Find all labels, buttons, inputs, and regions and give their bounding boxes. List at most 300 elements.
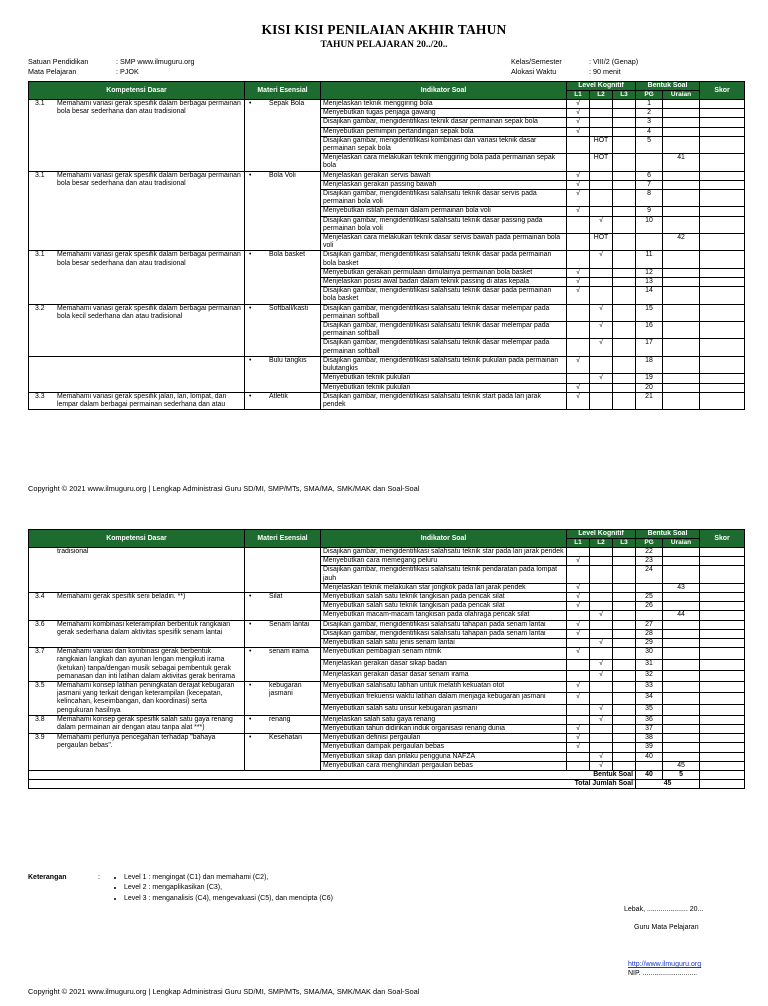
level-l2-cell: √ xyxy=(590,639,613,648)
signature-role: Guru Mata Pelajaran xyxy=(634,924,699,931)
meta-right xyxy=(511,57,638,76)
materi-esensial-cell xyxy=(245,100,321,172)
uraian-cell xyxy=(663,374,700,383)
kd-text: Memahami gerak spesifik seni beladiri. **) xyxy=(57,593,186,601)
indikator-cell: Menyebutkan teknik pukulan xyxy=(321,374,567,383)
level-l1-cell xyxy=(567,251,590,268)
kd-text: Memahami variasi gerak spesifik dalam berbagai permainan bola besar sederhana dan atau tradisional xyxy=(57,100,241,116)
meta-label: Mata Pelajaran xyxy=(28,66,77,76)
level-l2-cell xyxy=(590,100,613,109)
uraian-cell xyxy=(663,207,700,216)
level-l2-cell xyxy=(590,127,613,136)
skor-cell xyxy=(700,611,745,620)
bullet-icon: • xyxy=(249,682,252,690)
skor-cell xyxy=(700,629,745,638)
uraian-cell xyxy=(663,180,700,189)
indikator-cell: Disajikan gambar, mengidentifikasi salahsatu teknik dasar pada permainan bola basket xyxy=(321,287,567,304)
bullet-icon: • xyxy=(249,734,252,742)
level-l2-cell xyxy=(590,583,613,592)
skor-cell xyxy=(700,693,745,704)
level-l1-cell: √ xyxy=(567,725,590,734)
pg-cell: 26 xyxy=(636,602,663,611)
materi-esensial-cell xyxy=(245,548,321,593)
skor-cell xyxy=(700,322,745,339)
level-l2-cell xyxy=(590,109,613,118)
kd-text: tradisional xyxy=(57,548,89,555)
pg-cell: 5 xyxy=(636,136,663,153)
indikator-cell: Menyebutkan salahsatu latihan untuk melatih kekuatan otot xyxy=(321,682,567,693)
materi-text: Bola basket xyxy=(269,251,306,259)
level-l3-cell xyxy=(613,725,636,734)
indikator-cell: Menyebutkan teknik pukulan xyxy=(321,383,567,392)
indikator-cell: Menjelaskan gerakan passing bawah xyxy=(321,180,567,189)
pg-cell: 40 xyxy=(636,752,663,761)
skor-cell xyxy=(700,734,745,743)
indikator-cell: Menjelaskan gerakan dasar dasar senam irama xyxy=(321,670,567,681)
level-l1-cell xyxy=(567,136,590,153)
kd-number: 3.9 xyxy=(35,734,45,742)
uraian-cell xyxy=(663,670,700,681)
pg-cell: 15 xyxy=(636,304,663,321)
header-l3: L3 xyxy=(613,539,636,548)
uraian-cell: 44 xyxy=(663,611,700,620)
level-l2-cell: √ xyxy=(590,752,613,761)
level-l2-cell xyxy=(590,207,613,216)
level-l2-cell xyxy=(590,268,613,277)
uraian-cell xyxy=(663,278,700,287)
skor-cell xyxy=(700,557,745,566)
pg-cell: 25 xyxy=(636,593,663,602)
pg-cell: 18 xyxy=(636,356,663,373)
skor-cell xyxy=(700,127,745,136)
table-row xyxy=(29,734,745,743)
skor-cell xyxy=(700,704,745,715)
meta-label: Kelas/Semester xyxy=(511,57,562,66)
level-l1-cell xyxy=(567,234,590,251)
level-l2-cell xyxy=(590,190,613,207)
level-l2-cell xyxy=(590,648,613,659)
indikator-cell: Disajikan gambar, mengidentifikasi kombinasi dan variasi teknik dasar permainan sepak bola xyxy=(321,136,567,153)
level-l2-cell xyxy=(590,593,613,602)
header-materi-esensial: Materi Esensial xyxy=(245,82,321,100)
skor-cell xyxy=(700,670,745,681)
uraian-cell xyxy=(663,268,700,277)
meta-value: : PJOK xyxy=(116,66,139,76)
kd-number: 3.3 xyxy=(35,392,45,400)
header-kompetensi-dasar: Kompetensi Dasar xyxy=(29,530,245,548)
skor-cell xyxy=(700,659,745,670)
table-row xyxy=(29,715,745,724)
indikator-cell: Disajikan gambar, mengidentifikasi salahsatu tahapan pada senam lantai xyxy=(321,620,567,629)
uraian-cell xyxy=(663,715,700,724)
indikator-cell: Menyebutkan salah satu teknik tangkisan pada pencak silat xyxy=(321,593,567,602)
skor-cell xyxy=(700,100,745,109)
uraian-cell xyxy=(663,557,700,566)
header-pg: PG xyxy=(636,539,663,548)
level-l3-cell xyxy=(613,629,636,638)
kisi-table-page-2 xyxy=(28,529,745,789)
level-l1-cell: √ xyxy=(567,207,590,216)
level-l1-cell: √ xyxy=(567,100,590,109)
table-row xyxy=(29,593,745,602)
uraian-cell xyxy=(663,659,700,670)
level-l2-cell: √ xyxy=(590,339,613,356)
level-l2-cell xyxy=(590,180,613,189)
level-l3-cell xyxy=(613,648,636,659)
materi-text: Kesehatan xyxy=(269,734,302,742)
bullet-icon: • xyxy=(249,304,252,312)
kd-number: 3.1 xyxy=(35,171,45,179)
kompetensi-dasar-cell xyxy=(29,171,245,251)
header-indikator-soal: Indikator Soal xyxy=(321,82,567,100)
table-row xyxy=(29,251,745,268)
header-bentuk-soal: Bentuk Soal xyxy=(636,82,700,91)
materi-text: kebugaran jasmani xyxy=(269,682,302,698)
level-l2-cell xyxy=(590,629,613,638)
keterangan-item: • Level 3 : menganalisis (C4), mengevaluasi (C5), dan mencipta (C6) xyxy=(124,894,444,904)
keterangan-colon: : xyxy=(98,874,100,881)
level-l1-cell xyxy=(567,374,590,383)
materi-esensial-cell xyxy=(245,171,321,251)
pg-cell: 27 xyxy=(636,620,663,629)
level-l1-cell xyxy=(567,704,590,715)
kompetensi-dasar-cell xyxy=(29,648,245,682)
materi-esensial-cell xyxy=(245,304,321,356)
header-materi-esensial: Materi Esensial xyxy=(245,530,321,548)
header-level-kognitif: Level Kognitif xyxy=(567,82,636,91)
skor-cell xyxy=(700,548,745,557)
skor-cell xyxy=(700,602,745,611)
uraian-cell xyxy=(663,602,700,611)
header-kompetensi-dasar: Kompetensi Dasar xyxy=(29,82,245,100)
indikator-cell: Menjelaskan cara melakukan teknik dasar servis bawah pada permainan bola voli xyxy=(321,234,567,251)
kd-text: Memahami variasi gerak spesifik dalam berbagai permainan bola kecil sederhana dan atau tradisional xyxy=(57,304,241,320)
level-l1-cell xyxy=(567,304,590,321)
indikator-cell: Menyebutkan istilah pemain dalam permainan bola voli xyxy=(321,207,567,216)
totals-total-row xyxy=(29,780,745,789)
level-l3-cell xyxy=(613,715,636,724)
pg-cell: 31 xyxy=(636,659,663,670)
keterangan-item: • Level 1 : mengingat (C1) dan memahami (C2), xyxy=(124,873,444,883)
pg-cell: 38 xyxy=(636,734,663,743)
skor-cell xyxy=(700,190,745,207)
level-l2-cell xyxy=(590,734,613,743)
signature-place: Lebak, ..................... 20... xyxy=(624,906,704,913)
pg-cell xyxy=(636,761,663,770)
pg-cell: 17 xyxy=(636,339,663,356)
pg-cell: 37 xyxy=(636,725,663,734)
indikator-cell: Menyebutkan cara menghindari pergaulan bebas xyxy=(321,761,567,770)
pg-cell: 11 xyxy=(636,251,663,268)
skor-cell xyxy=(700,234,745,251)
totals-skor-empty xyxy=(700,771,745,780)
document-title: KISI KISI PENILAIAN AKHIR TAHUN xyxy=(261,22,507,37)
pg-cell: 33 xyxy=(636,682,663,693)
table-row xyxy=(29,304,745,321)
level-l1-cell xyxy=(567,154,590,171)
meta-value: : VIII/2 (Genap) xyxy=(589,57,639,66)
kisi-table-page-1 xyxy=(28,81,745,410)
indikator-cell: Disajikan gambar, mengidentifikasi salahsatu teknik pendaratan pada lompat jauh xyxy=(321,566,567,583)
pg-cell: 35 xyxy=(636,704,663,715)
level-l3-cell xyxy=(613,207,636,216)
totals-uraian: 5 xyxy=(663,771,700,780)
level-l3-cell xyxy=(613,190,636,207)
indikator-cell: Menyebutkan gerakan permulaan dimulainya permainan bola basket xyxy=(321,268,567,277)
meta-left xyxy=(28,57,195,76)
level-l2-cell xyxy=(590,725,613,734)
uraian-cell xyxy=(663,693,700,704)
indikator-cell: Menyebutkan macam-macam tangkisan pada olahraga pencak silat xyxy=(321,611,567,620)
pg-cell xyxy=(636,154,663,171)
materi-esensial-cell xyxy=(245,734,321,771)
level-l1-cell xyxy=(567,216,590,233)
level-l3-cell xyxy=(613,392,636,409)
kompetensi-dasar-cell xyxy=(29,251,245,304)
kd-number: 3.5 xyxy=(35,682,45,690)
skor-cell xyxy=(700,374,745,383)
kd-text: Memahami variasi gerak spesifik dalam berbagai permainan bola besar sederhana dan atau tradisional xyxy=(57,251,241,267)
materi-text: Atletik xyxy=(269,392,288,400)
level-l1-cell xyxy=(567,715,590,724)
materi-text: Bulu tangkis xyxy=(269,356,307,364)
header-level-kognitif: Level Kognitif xyxy=(567,530,636,539)
kd-text: Memahami variasi gerak spesifik jalan, lari, lompat, dan lempar dalam berbagai permainan sederhana dan atau xyxy=(57,392,227,408)
kd-number: 3.1 xyxy=(35,251,45,259)
document-page-1 xyxy=(0,0,768,500)
header-l3: L3 xyxy=(613,91,636,100)
pg-cell: 34 xyxy=(636,693,663,704)
indikator-cell: Disajikan gambar, mengidentifikasi salahsatu teknik dasar melempar pada permainan softball xyxy=(321,339,567,356)
keterangan-item: • Level 2 : mengaplikasikan (C3), xyxy=(124,883,444,893)
kd-text: Memahami variasi gerak spesifik dalam berbagai permainan bola besar sederhana dan atau tradisional xyxy=(57,171,241,187)
level-l3-cell xyxy=(613,761,636,770)
uraian-cell xyxy=(663,339,700,356)
level-l3-cell xyxy=(613,704,636,715)
level-l3-cell xyxy=(613,356,636,373)
meta-label: Alokasi Waktu xyxy=(511,66,557,76)
level-l3-cell xyxy=(613,383,636,392)
header-l1: L1 xyxy=(567,91,590,100)
indikator-cell: Menyebutkan salah satu teknik tangkisan pada pencak silat xyxy=(321,602,567,611)
indikator-cell: Disajikan gambar, mengidentifikasi salahsatu teknik dasar servis pada permainan bola voli xyxy=(321,190,567,207)
indikator-cell: Disajikan gambar, mengidentifikasi salahsatu teknik dasar melempar pada permainan softball xyxy=(321,304,567,321)
skor-cell xyxy=(700,682,745,693)
skor-cell xyxy=(700,648,745,659)
uraian-cell: 42 xyxy=(663,234,700,251)
level-l3-cell xyxy=(613,118,636,127)
pg-cell: 19 xyxy=(636,374,663,383)
materi-text: Softball/kasti xyxy=(269,304,309,312)
level-l3-cell xyxy=(613,374,636,383)
level-l3-cell xyxy=(613,278,636,287)
pg-cell: 20 xyxy=(636,383,663,392)
uraian-cell xyxy=(663,287,700,304)
pg-cell: 21 xyxy=(636,392,663,409)
signature-nip: NIP. ............................ xyxy=(628,970,698,977)
indikator-cell: Menyebutkan frekuensi waktu latihan dalam menjaga kebugaran jasmani xyxy=(321,693,567,704)
skor-cell xyxy=(700,216,745,233)
table-row xyxy=(29,392,745,409)
skor-cell xyxy=(700,287,745,304)
level-l1-cell xyxy=(567,611,590,620)
level-l3-cell xyxy=(613,639,636,648)
level-l3-cell xyxy=(613,234,636,251)
bullet-icon: • xyxy=(249,648,252,656)
level-l2-cell xyxy=(590,392,613,409)
skor-cell xyxy=(700,251,745,268)
bullet-icon: • xyxy=(249,100,252,107)
header-skor: Skor xyxy=(700,530,745,548)
skor-cell xyxy=(700,566,745,583)
pg-cell: 22 xyxy=(636,548,663,557)
pg-cell: 3 xyxy=(636,118,663,127)
materi-esensial-cell xyxy=(245,715,321,733)
skor-cell xyxy=(700,583,745,592)
pg-cell: 23 xyxy=(636,557,663,566)
uraian-cell xyxy=(663,639,700,648)
uraian-cell xyxy=(663,118,700,127)
uraian-cell xyxy=(663,304,700,321)
pg-cell xyxy=(636,611,663,620)
level-l1-cell: √ xyxy=(567,682,590,693)
level-l1-cell: √ xyxy=(567,268,590,277)
uraian-cell xyxy=(663,620,700,629)
kompetensi-dasar-cell xyxy=(29,620,245,648)
skor-cell xyxy=(700,304,745,321)
level-l3-cell xyxy=(613,557,636,566)
uraian-cell xyxy=(663,725,700,734)
level-l3-cell xyxy=(613,339,636,356)
table-row xyxy=(29,620,745,629)
skor-cell xyxy=(700,715,745,724)
level-l2-cell: √ xyxy=(590,670,613,681)
pg-cell: 4 xyxy=(636,127,663,136)
pg-cell: 14 xyxy=(636,287,663,304)
level-l1-cell: √ xyxy=(567,278,590,287)
pg-cell xyxy=(636,234,663,251)
materi-esensial-cell xyxy=(245,682,321,716)
materi-esensial-cell xyxy=(245,648,321,682)
header-l1: L1 xyxy=(567,539,590,548)
bullet-icon: • xyxy=(249,171,252,179)
indikator-cell: Disajikan gambar, mengidentifikasi salahsatu teknik pukulan pada permainan bulutangkis xyxy=(321,356,567,373)
kompetensi-dasar-cell xyxy=(29,356,245,392)
materi-text: senam irama xyxy=(269,648,309,656)
signature-link[interactable]: http://www.ilmuguru.org xyxy=(628,961,702,968)
level-l2-cell xyxy=(590,287,613,304)
kd-number: 3.8 xyxy=(35,715,45,723)
skor-cell xyxy=(700,136,745,153)
document-page-2 xyxy=(0,500,768,1006)
table-row xyxy=(29,171,745,180)
level-l1-cell: √ xyxy=(567,629,590,638)
pg-cell: 39 xyxy=(636,743,663,752)
pg-cell: 24 xyxy=(636,566,663,583)
totals-pg: 40 xyxy=(636,771,663,780)
uraian-cell xyxy=(663,100,700,109)
indikator-cell: Disajikan gambar, mengidentifikasi salahsatu teknik dasar passing pada permainan bola voli xyxy=(321,216,567,233)
level-l3-cell xyxy=(613,287,636,304)
pg-cell: 10 xyxy=(636,216,663,233)
kd-number: 3.4 xyxy=(35,593,45,601)
kd-number: 3.7 xyxy=(35,648,45,656)
skor-cell xyxy=(700,268,745,277)
uraian-cell xyxy=(663,752,700,761)
level-l3-cell xyxy=(613,109,636,118)
level-l3-cell xyxy=(613,752,636,761)
indikator-cell: Menyebutkan salah satu unsur kebugaran jasmani xyxy=(321,704,567,715)
level-l1-cell: √ xyxy=(567,648,590,659)
level-l2-cell: √ xyxy=(590,611,613,620)
skor-cell xyxy=(700,171,745,180)
keterangan-list xyxy=(112,873,444,904)
level-l3-cell xyxy=(613,743,636,752)
materi-text: Silat xyxy=(269,593,283,601)
materi-esensial-cell xyxy=(245,593,321,621)
indikator-cell: Menyebutkan definisi pergaulan xyxy=(321,734,567,743)
pg-cell: 28 xyxy=(636,629,663,638)
level-l3-cell xyxy=(613,548,636,557)
uraian-cell xyxy=(663,136,700,153)
level-l1-cell: √ xyxy=(567,383,590,392)
level-l3-cell xyxy=(613,251,636,268)
level-l3-cell xyxy=(613,304,636,321)
level-l2-cell: √ xyxy=(590,374,613,383)
uraian-cell xyxy=(663,648,700,659)
pg-cell: 6 xyxy=(636,171,663,180)
level-l3-cell xyxy=(613,734,636,743)
level-l1-cell xyxy=(567,670,590,681)
pg-cell: 2 xyxy=(636,109,663,118)
skor-cell xyxy=(700,743,745,752)
kd-text: Memahami perlunya pencegahan terhadap "bahaya pergaulan bebas". xyxy=(57,734,216,750)
skor-cell xyxy=(700,593,745,602)
meta-value: : SMP www.ilmuguru.org xyxy=(116,57,195,66)
level-l2-cell xyxy=(590,548,613,557)
skor-cell xyxy=(700,154,745,171)
level-l1-cell: √ xyxy=(567,593,590,602)
uraian-cell xyxy=(663,566,700,583)
kd-text: Memahami konsep gerak spesifik salah satu gaya renang dalam permainan air dengan atau tanpa alat ***) xyxy=(57,715,233,732)
level-l1-cell: √ xyxy=(567,583,590,592)
level-l1-cell: √ xyxy=(567,171,590,180)
uraian-cell: 41 xyxy=(663,154,700,171)
level-l2-cell: √ xyxy=(590,761,613,770)
pg-cell xyxy=(636,583,663,592)
indikator-cell: Disajikan gambar, mengidentifikasi salahsatu teknik start pada lari jarak pendek xyxy=(321,392,567,409)
level-l1-cell: √ xyxy=(567,109,590,118)
level-l3-cell xyxy=(613,100,636,109)
uraian-cell: 45 xyxy=(663,761,700,770)
totals-bentuk-label: Bentuk Soal xyxy=(29,771,636,780)
indikator-cell: Menjelaskan gerakan servis bawah xyxy=(321,171,567,180)
uraian-cell xyxy=(663,682,700,693)
level-l3-cell xyxy=(613,611,636,620)
level-l2-cell xyxy=(590,602,613,611)
level-l2-cell xyxy=(590,566,613,583)
level-l2-cell xyxy=(590,171,613,180)
kd-text: Memahami kombinasi keterampilan berbentuk rangkaian gerak sederhana dalam aktivitas spesifik senam lantai xyxy=(57,620,231,636)
kd-number xyxy=(31,548,57,556)
level-l2-cell: √ xyxy=(590,216,613,233)
indikator-cell: Menyebutkan cara memegang peluru xyxy=(321,557,567,566)
skor-cell xyxy=(700,180,745,189)
skor-cell xyxy=(700,207,745,216)
level-l1-cell xyxy=(567,639,590,648)
level-l2-cell: √ xyxy=(590,659,613,670)
table-row xyxy=(29,356,745,373)
